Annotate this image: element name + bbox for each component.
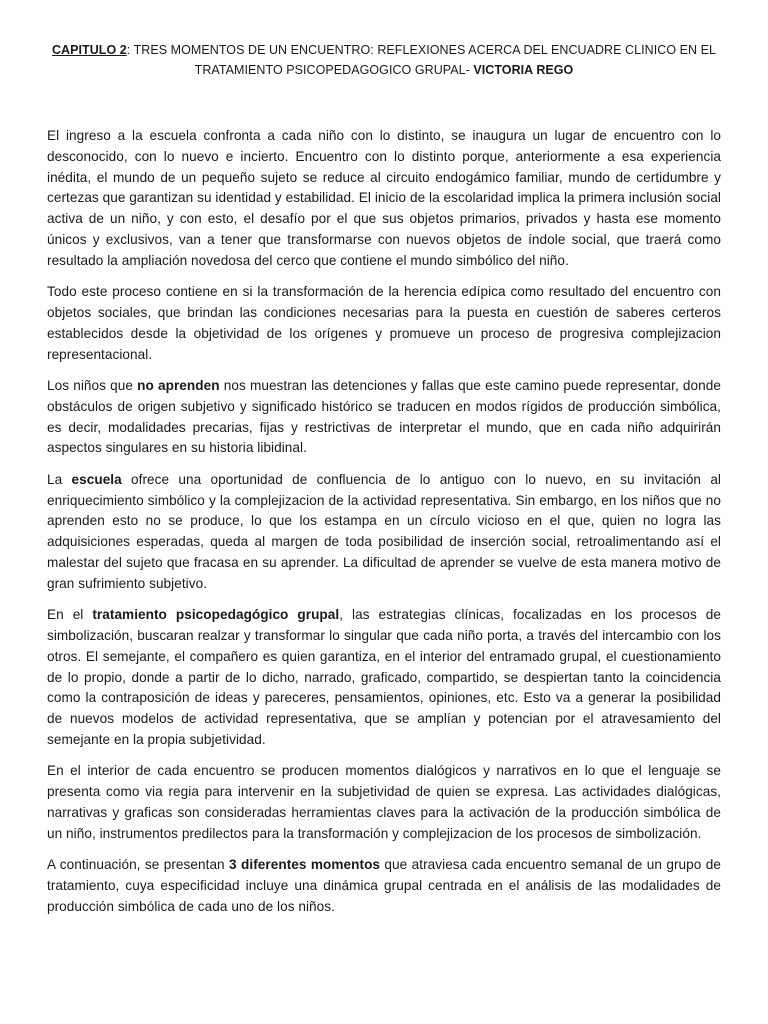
paragraph-text: ofrece una oportunidad de confluencia de lo antiguo con lo nuevo, en su invitación al enriquecimiento simbólico y la complejizacion de la actividad representativa. Sin embargo, en los niños que no aprenden esto no se produce, lo que los estampa en un círculo vicioso en el que, quien no logra las adquisiciones esperadas, queda al margen de toda posibilidad de inserción social, retroalimentando así el malestar del sujeto que fracasa en su aprender. La dificultad de aprender se vuelve de esta manera motivo de gran sufrimiento subjetivo. — [47, 471, 721, 591]
paragraph-text: En el interior de cada encuentro se producen momentos dialógicos y narrativos en lo que el lenguaje se presenta como via regia para intervenir en la subjetividad de quien se expresa. Las actividades dialógicas, narrativas y graficas son consideradas herramientas claves para la activación de la producción simbólica de un niño, instrumentos predilectos para la transformación y complejizacion de los procesos de simbolización. — [47, 763, 721, 841]
paragraph-7 — [47, 855, 721, 917]
paragraph-6 — [47, 761, 721, 844]
paragraph-5 — [47, 605, 721, 751]
paragraph-text: La — [47, 471, 72, 487]
paragraph-emphasis: escuela — [71, 471, 122, 487]
paragraph-4 — [47, 470, 721, 595]
paragraph-text: , las estrategias clínicas, focalizadas en los procesos de simbolización, buscaran realzar y transformar lo singular que cada niño porta, a través del intercambio con los otros. El semejante, el compañero es quien garantiza, en el interior del entramado grupal, el cuestionamiento de lo propio, donde a partir de lo dicho, narrado, graficado, compartido, se despiertan tanto la coincidencia como la contraposición de ideas y pareceres, pensamientos, opiniones, etc. Esto va a generar la posibilidad de nuevos modelos de actividad representativa, que se amplían y potencian por el atravesamiento del semejante en la propia subjetividad. — [47, 607, 722, 747]
paragraph-text: Todo este proceso contiene en si la transformación de la herencia edípica como resultado del encuentro con objetos sociales, que brindan las condiciones necesarias para la puesta en cuestión de saberes certeros establecidos desde la objetividad de los orígenes y promueve un proceso de progresiva complejizacion representacional. — [47, 284, 721, 362]
chapter-title-text: TRES MOMENTOS DE UN ENCUENTRO: REFLEXIONES ACERCA DEL ENCUADRE CLINICO EN EL TRATAMIENTO PSICOPEDAGOGICO GRUPAL- — [133, 43, 717, 77]
paragraph-1 — [47, 126, 721, 272]
paragraph-text: nos muestran las detenciones y fallas que este camino puede representar, donde obstáculos de origen subjetivo y significado histórico se traducen en modos rígidos de producción simbólica, es decir, modalidades precarias, fijas y restrictivas de interpretar el mundo, que en cada niño adquirirán aspectos singulares en su historia libidinal. — [47, 377, 721, 456]
paragraph-emphasis: 3 diferentes momentos — [229, 857, 381, 873]
paragraph-emphasis: no aprenden — [137, 377, 220, 393]
paragraph-text: que atraviesa cada encuentro semanal de un grupo de tratamiento, cuya especificidad incluye una dinámica grupal centrada en el análisis de las modalidades de producción simbólica de cada uno de los niños. — [47, 857, 721, 914]
chapter-author: VICTORIA REGO — [473, 63, 574, 77]
paragraph-text: A continuación, se presentan — [47, 857, 230, 873]
paragraph-text: En el — [47, 607, 93, 623]
paragraph-text: El ingreso a la escuela confronta a cada niño con lo distinto, se inaugura un lugar de encuentro con lo desconocido, con lo nuevo e incierto. Encuentro con lo distinto porque, anteriormente a esa experiencia inédita, el mundo de un pequeño sujeto se reduce al circuito endogámico familiar, mundo de certidumbre y certezas que garantizan su identidad y estabilidad. El inicio de la escolaridad implica la primera inclusión social activa de un niño, y con esto, el desafío por el que sus objetos primarios, privados y hasta ese momento únicos y exclusivos, van a tener que transformarse con nuevos objetos de índole social, que traerá como resultado la ampliación novedosa del cerco que contiene el mundo simbólico del niño. — [47, 128, 721, 268]
paragraph-2 — [47, 282, 721, 365]
paragraph-emphasis: tratamiento psicopedagógico grupal — [92, 607, 340, 623]
paragraph-3 — [47, 376, 721, 459]
chapter-title — [47, 40, 721, 80]
paragraph-text: Los niños que — [47, 377, 138, 393]
chapter-separator: : — [126, 43, 134, 57]
chapter-label: CAPITULO 2 — [51, 43, 127, 57]
